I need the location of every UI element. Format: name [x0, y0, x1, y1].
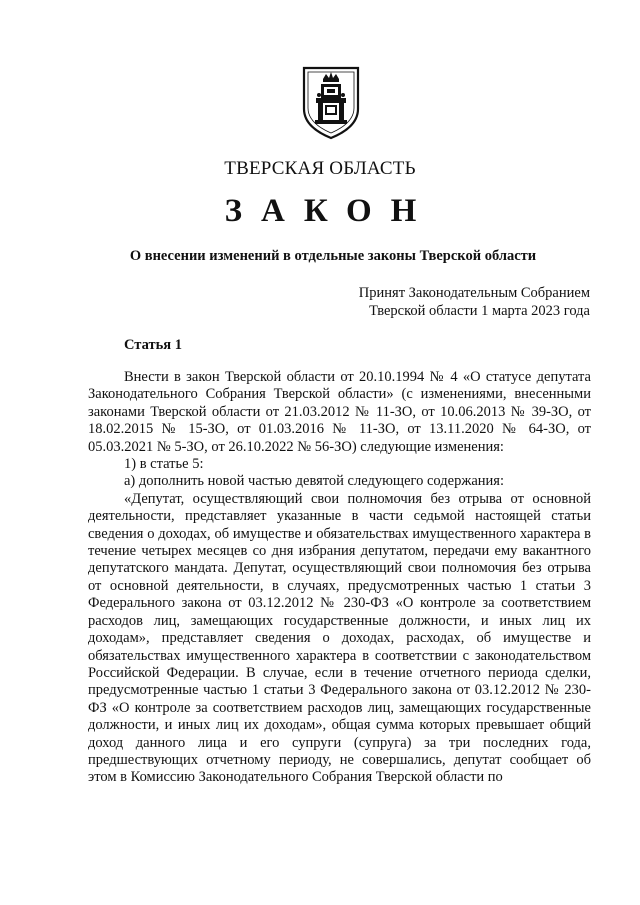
law-title: О внесении изменений в отдельные законы Тверской области: [129, 248, 537, 264]
item-1: 1) в статье 5:: [124, 456, 204, 473]
region-title: ТВЕРСКАЯ ОБЛАСТЬ: [224, 158, 416, 179]
document-type: ЗАКОН: [224, 193, 436, 229]
adoption-line-1: Принят Законодательным Собранием: [358, 285, 590, 301]
adoption-note: [359, 284, 590, 320]
article-heading: Статья 1: [124, 337, 182, 353]
quoted-paragraph: «Депутат, осуществляющий свои полномочия без отрыва от основной деятельности, представляет указанные в части седьмой настоящей статьи сведения о доходах, об имуществе и обязательствах имущественного характера в течение четырех месяцев со дня избрания депутатом, передачи ему вакантного депутатского мандата. Депутат, осуществляющий свои полномочия без отрыва от основной деятельности, в случаях, предусмотренных частью 1 статьи 3 Федерального закона от 03.12.2012 № 230-ФЗ «О контроле за соответствием расходов лиц, замещающих государственные должности, и иных лиц их доходам», представляет сведения о доходах, расходах, об имуществе и обязательствах имущественного характера в соответствии с законодательством Российской Федерации. В случае, если в течение отчетного периода сделки, предусмотренные частью 1 статьи 3 Федерального закона от 03.12.2012 № 230-ФЗ «О контроле за соответствием расходов лиц, замещающих государственные должности, и иных лиц их доходам», общая сумма которых превышает общий доход данного лица и его супруги (супруга) за три последних года, предшествующих отчетному периоду, не совершались, депутат сообщает об этом в Комиссию Законодательного Собрания Тверской области по: [88, 490, 591, 786]
article-intro-paragraph: Внести в закон Тверской области от 20.10.1994 № 4 «О статусе депутата Законодательного Собрания Тверской области» (с изменениями, внесенными законами Тверской области от 21.03.2012 № 11-ЗО, от 10.06.2013 № 39-ЗО, от 18.02.2015 № 15-ЗО, от 01.03.2016 № 11-ЗО, от 13.11.2020 № 64-ЗО, от 05.03.2021 № 5-ЗО, от 26.10.2022 № 56-ЗО) следующие изменения:: [88, 369, 591, 455]
item-1a: а) дополнить новой частью девятой следующего содержания:: [124, 473, 504, 490]
article-body: [88, 369, 591, 787]
tver-coat-of-arms-icon: [301, 65, 361, 141]
adoption-line-2: Тверской области 1 марта 2023 года: [369, 303, 590, 319]
